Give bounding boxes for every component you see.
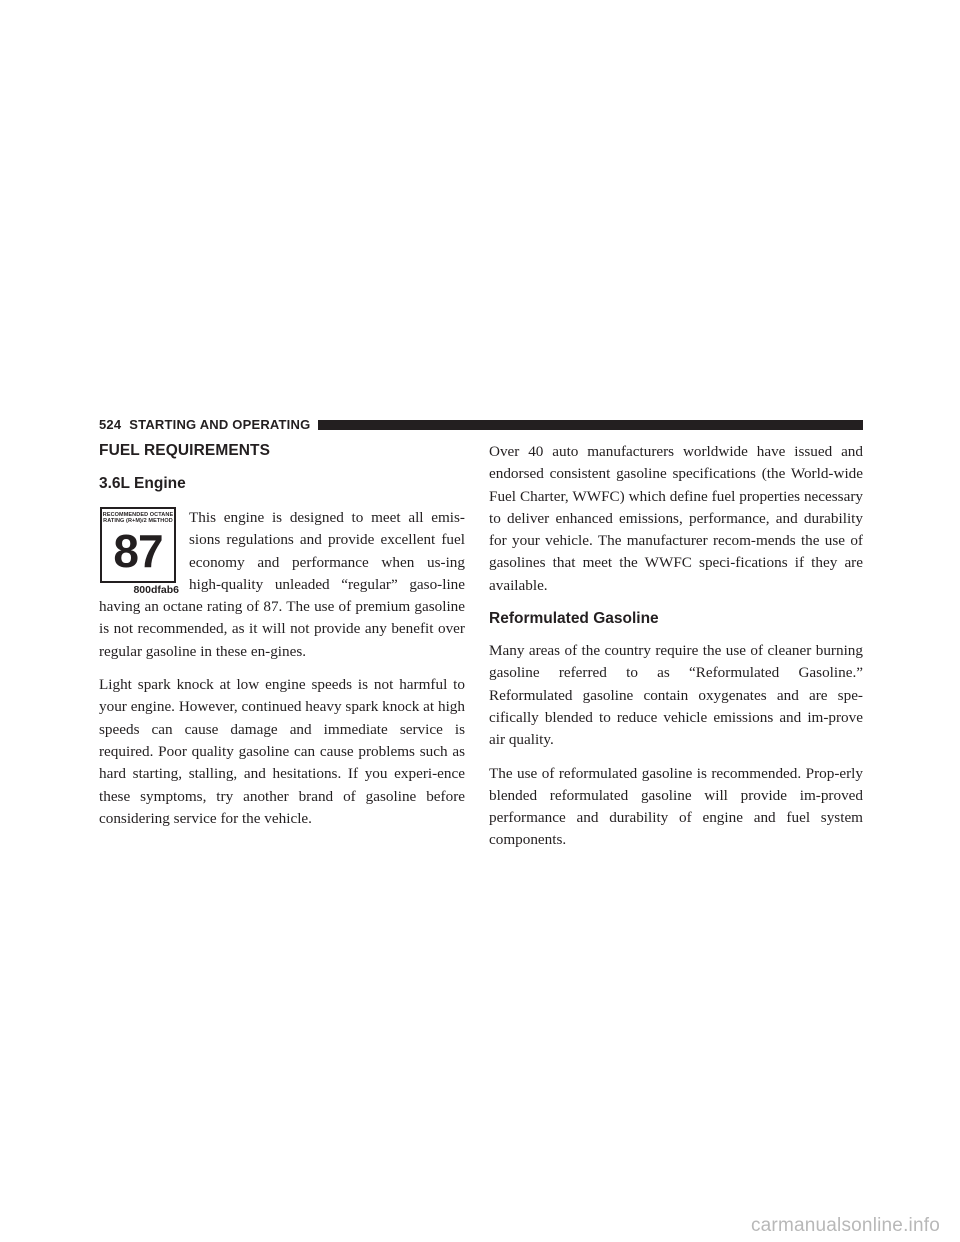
section-heading: FUEL REQUIREMENTS <box>99 442 271 459</box>
engine-subheading: 3.6L Engine <box>99 475 186 492</box>
octane-rating-icon <box>100 507 176 583</box>
octane-label-figure <box>99 507 181 596</box>
header-rule <box>318 420 863 430</box>
intro-block <box>99 507 465 663</box>
section-title: STARTING AND OPERATING <box>129 417 311 432</box>
page-header <box>99 419 863 431</box>
right-column <box>489 441 863 852</box>
octane-caption: RECOMMENDED OCTANE RATING (R+M)/2 METHOD <box>102 512 174 524</box>
octane-value: 87 <box>113 525 163 577</box>
watermark: carmanualsonline.info <box>750 1215 940 1236</box>
intro-paragraph: This engine is designed to meet all emis-sions regulations and provide excellent fuel economy and performance when us-ing high-quality unleaded “regular” gaso-line having an octane rating of 87. The use of premium gasoline is not recommended, as it will not provide any benefit over regular gasoline in these en-gines. <box>99 509 465 660</box>
reformulated-paragraph: Many areas of the country require the use of cleaner burning gasoline referred to as “Reformulated Gasoline.” Reformulated gasoline contain oxygenates and are spe-cifically blended to reduce vehicle emissions and im-prove air quality. <box>489 642 863 749</box>
page-number: 524 <box>99 417 122 432</box>
spark-knock-paragraph: Light spark knock at low engine speeds is not harmful to your engine. However, continued heavy spark knock at high speeds can cause damage and immediate service is required. Poor quality gasoline can cause problems such as hard starting, stalling, and hesitations. If you experi-ence these symptoms, try another brand of gasoline before considering service for the vehicle. <box>99 676 465 827</box>
reformulated-recommendation-paragraph: The use of reformulated gasoline is recommended. Prop-erly blended reformulated gasoline will provide im-proved performance and durability of engine and fuel system components. <box>489 764 863 849</box>
reformulated-subheading: Reformulated Gasoline <box>489 610 659 628</box>
left-column <box>99 436 465 830</box>
figure-id: 800dfab6 <box>133 584 179 596</box>
wwfc-paragraph: Over 40 auto manufacturers worldwide have issued and endorsed consistent gasoline specifications (the World-wide Fuel Charter, WWFC) which define fuel properties necessary to deliver enhanced emissions, performance, and durability for your vehicle. The manufacturer recom-mends the use of gasolines that meet the WWFC speci-fications if they are available. <box>489 443 863 594</box>
